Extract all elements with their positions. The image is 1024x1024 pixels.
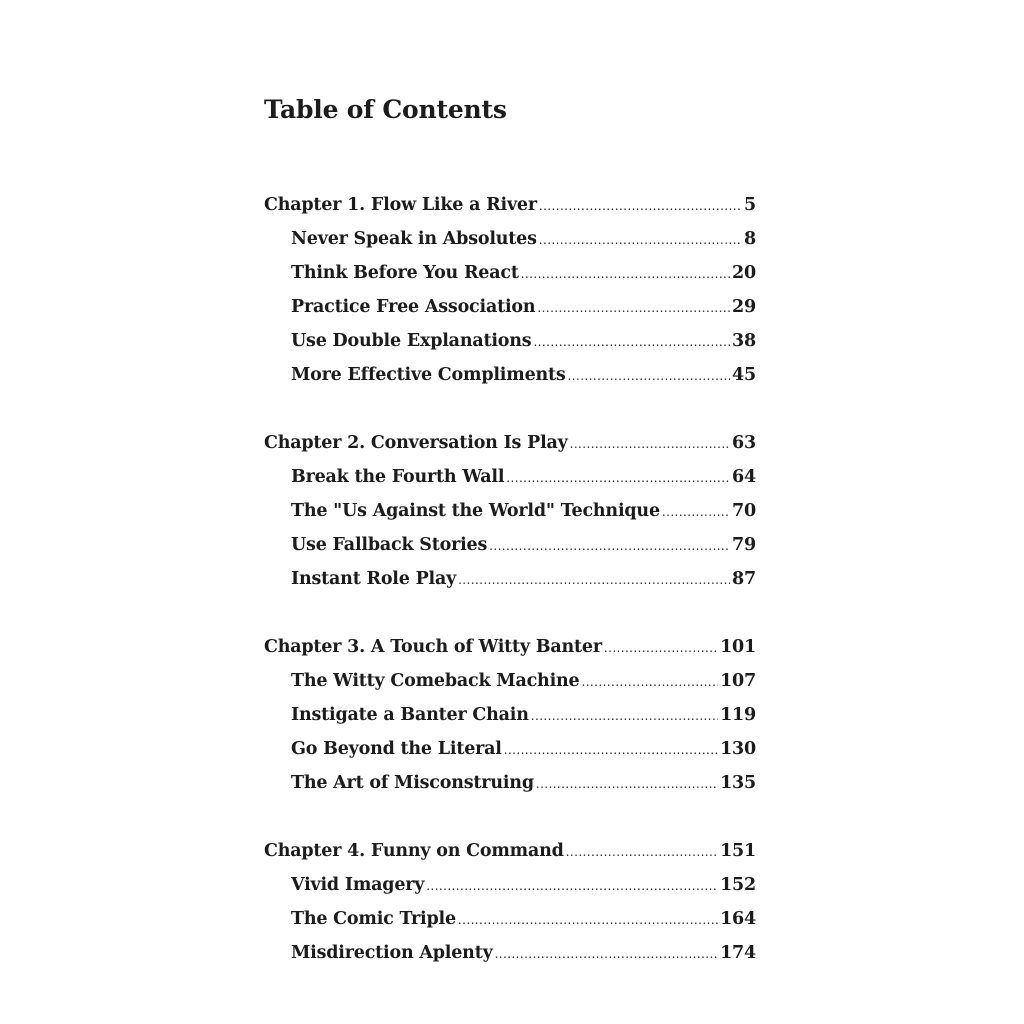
dot-leader [489,528,730,563]
toc-section[interactable] [264,868,756,902]
dot-leader [426,868,718,903]
page-number: 38 [732,331,756,351]
dot-leader [604,630,718,665]
section-title: Vivid Imagery [291,875,425,895]
section-title: The Witty Comeback Machine [291,671,580,691]
page-number: 151 [720,841,756,861]
section-title: Think Before You React [291,263,519,283]
dot-leader [533,324,730,359]
dot-leader [662,494,730,529]
page-number: 174 [720,943,756,963]
dot-leader [458,902,718,937]
toc-list [264,188,756,1004]
page-number: 45 [732,365,756,385]
section-title: Practice Free Association [291,297,536,317]
section-title: The Art of Misconstruing [291,773,534,793]
page-number: 87 [732,569,756,589]
toc-section[interactable] [264,494,756,528]
toc-section[interactable] [264,290,756,324]
toc-section[interactable] [264,766,756,800]
chapter-group-4 [264,834,756,970]
dot-leader [536,766,718,801]
toc-section[interactable] [264,528,756,562]
toc-chapter-3[interactable] [264,630,756,664]
dot-leader [539,188,742,223]
toc-section[interactable] [264,222,756,256]
dot-leader [521,256,730,291]
chapter-title: Chapter 4. Funny on Command [264,841,564,861]
toc-page [264,0,756,1024]
section-title: The "Us Against the World" Technique [291,501,660,521]
page-number: 79 [732,535,756,555]
chapter-group-2 [264,426,756,596]
page-number: 20 [732,263,756,283]
dot-leader [537,290,730,325]
page-title: Table of Contents [264,95,507,124]
toc-section[interactable] [264,664,756,698]
section-title: The Comic Triple [291,909,456,929]
page-number: 152 [720,875,756,895]
section-title: Instigate a Banter Chain [291,705,529,725]
dot-leader [539,222,742,257]
page-number: 5 [744,195,756,215]
chapter-group-1 [264,188,756,392]
section-title: Use Fallback Stories [291,535,488,555]
page-number: 64 [732,467,756,487]
page-number: 101 [720,637,756,657]
toc-section[interactable] [264,256,756,290]
toc-chapter-4[interactable] [264,834,756,868]
toc-chapter-1[interactable] [264,188,756,222]
chapter-group-3 [264,630,756,800]
toc-section[interactable] [264,562,756,596]
page-number: 70 [732,501,756,521]
section-title: Use Double Explanations [291,331,532,351]
dot-leader [570,426,730,461]
page-number: 8 [744,229,756,249]
dot-leader [495,936,719,971]
dot-leader [582,664,719,699]
chapter-title: Chapter 3. A Touch of Witty Banter [264,637,602,657]
toc-section[interactable] [264,936,756,970]
page-number: 107 [720,671,756,691]
section-title: Break the Fourth Wall [291,467,505,487]
section-title: More Effective Compliments [291,365,566,385]
toc-section[interactable] [264,698,756,732]
dot-leader [531,698,718,733]
section-title: Never Speak in Absolutes [291,229,537,249]
dot-leader [506,460,730,495]
toc-section[interactable] [264,460,756,494]
page-number: 135 [720,773,756,793]
toc-section[interactable] [264,732,756,766]
page-number: 130 [720,739,756,759]
section-title: Misdirection Aplenty [291,943,493,963]
page-number: 164 [720,909,756,929]
section-title: Instant Role Play [291,569,457,589]
toc-section[interactable] [264,358,756,392]
toc-section[interactable] [264,324,756,358]
page-number: 119 [720,705,756,725]
dot-leader [566,834,718,869]
chapter-title: Chapter 1. Flow Like a River [264,195,537,215]
section-title: Go Beyond the Literal [291,739,502,759]
dot-leader [504,732,718,767]
toc-section[interactable] [264,902,756,936]
page-number: 63 [732,433,756,453]
dot-leader [458,562,730,597]
toc-chapter-2[interactable] [264,426,756,460]
chapter-title: Chapter 2. Conversation Is Play [264,433,568,453]
dot-leader [568,358,730,393]
page-number: 29 [732,297,756,317]
